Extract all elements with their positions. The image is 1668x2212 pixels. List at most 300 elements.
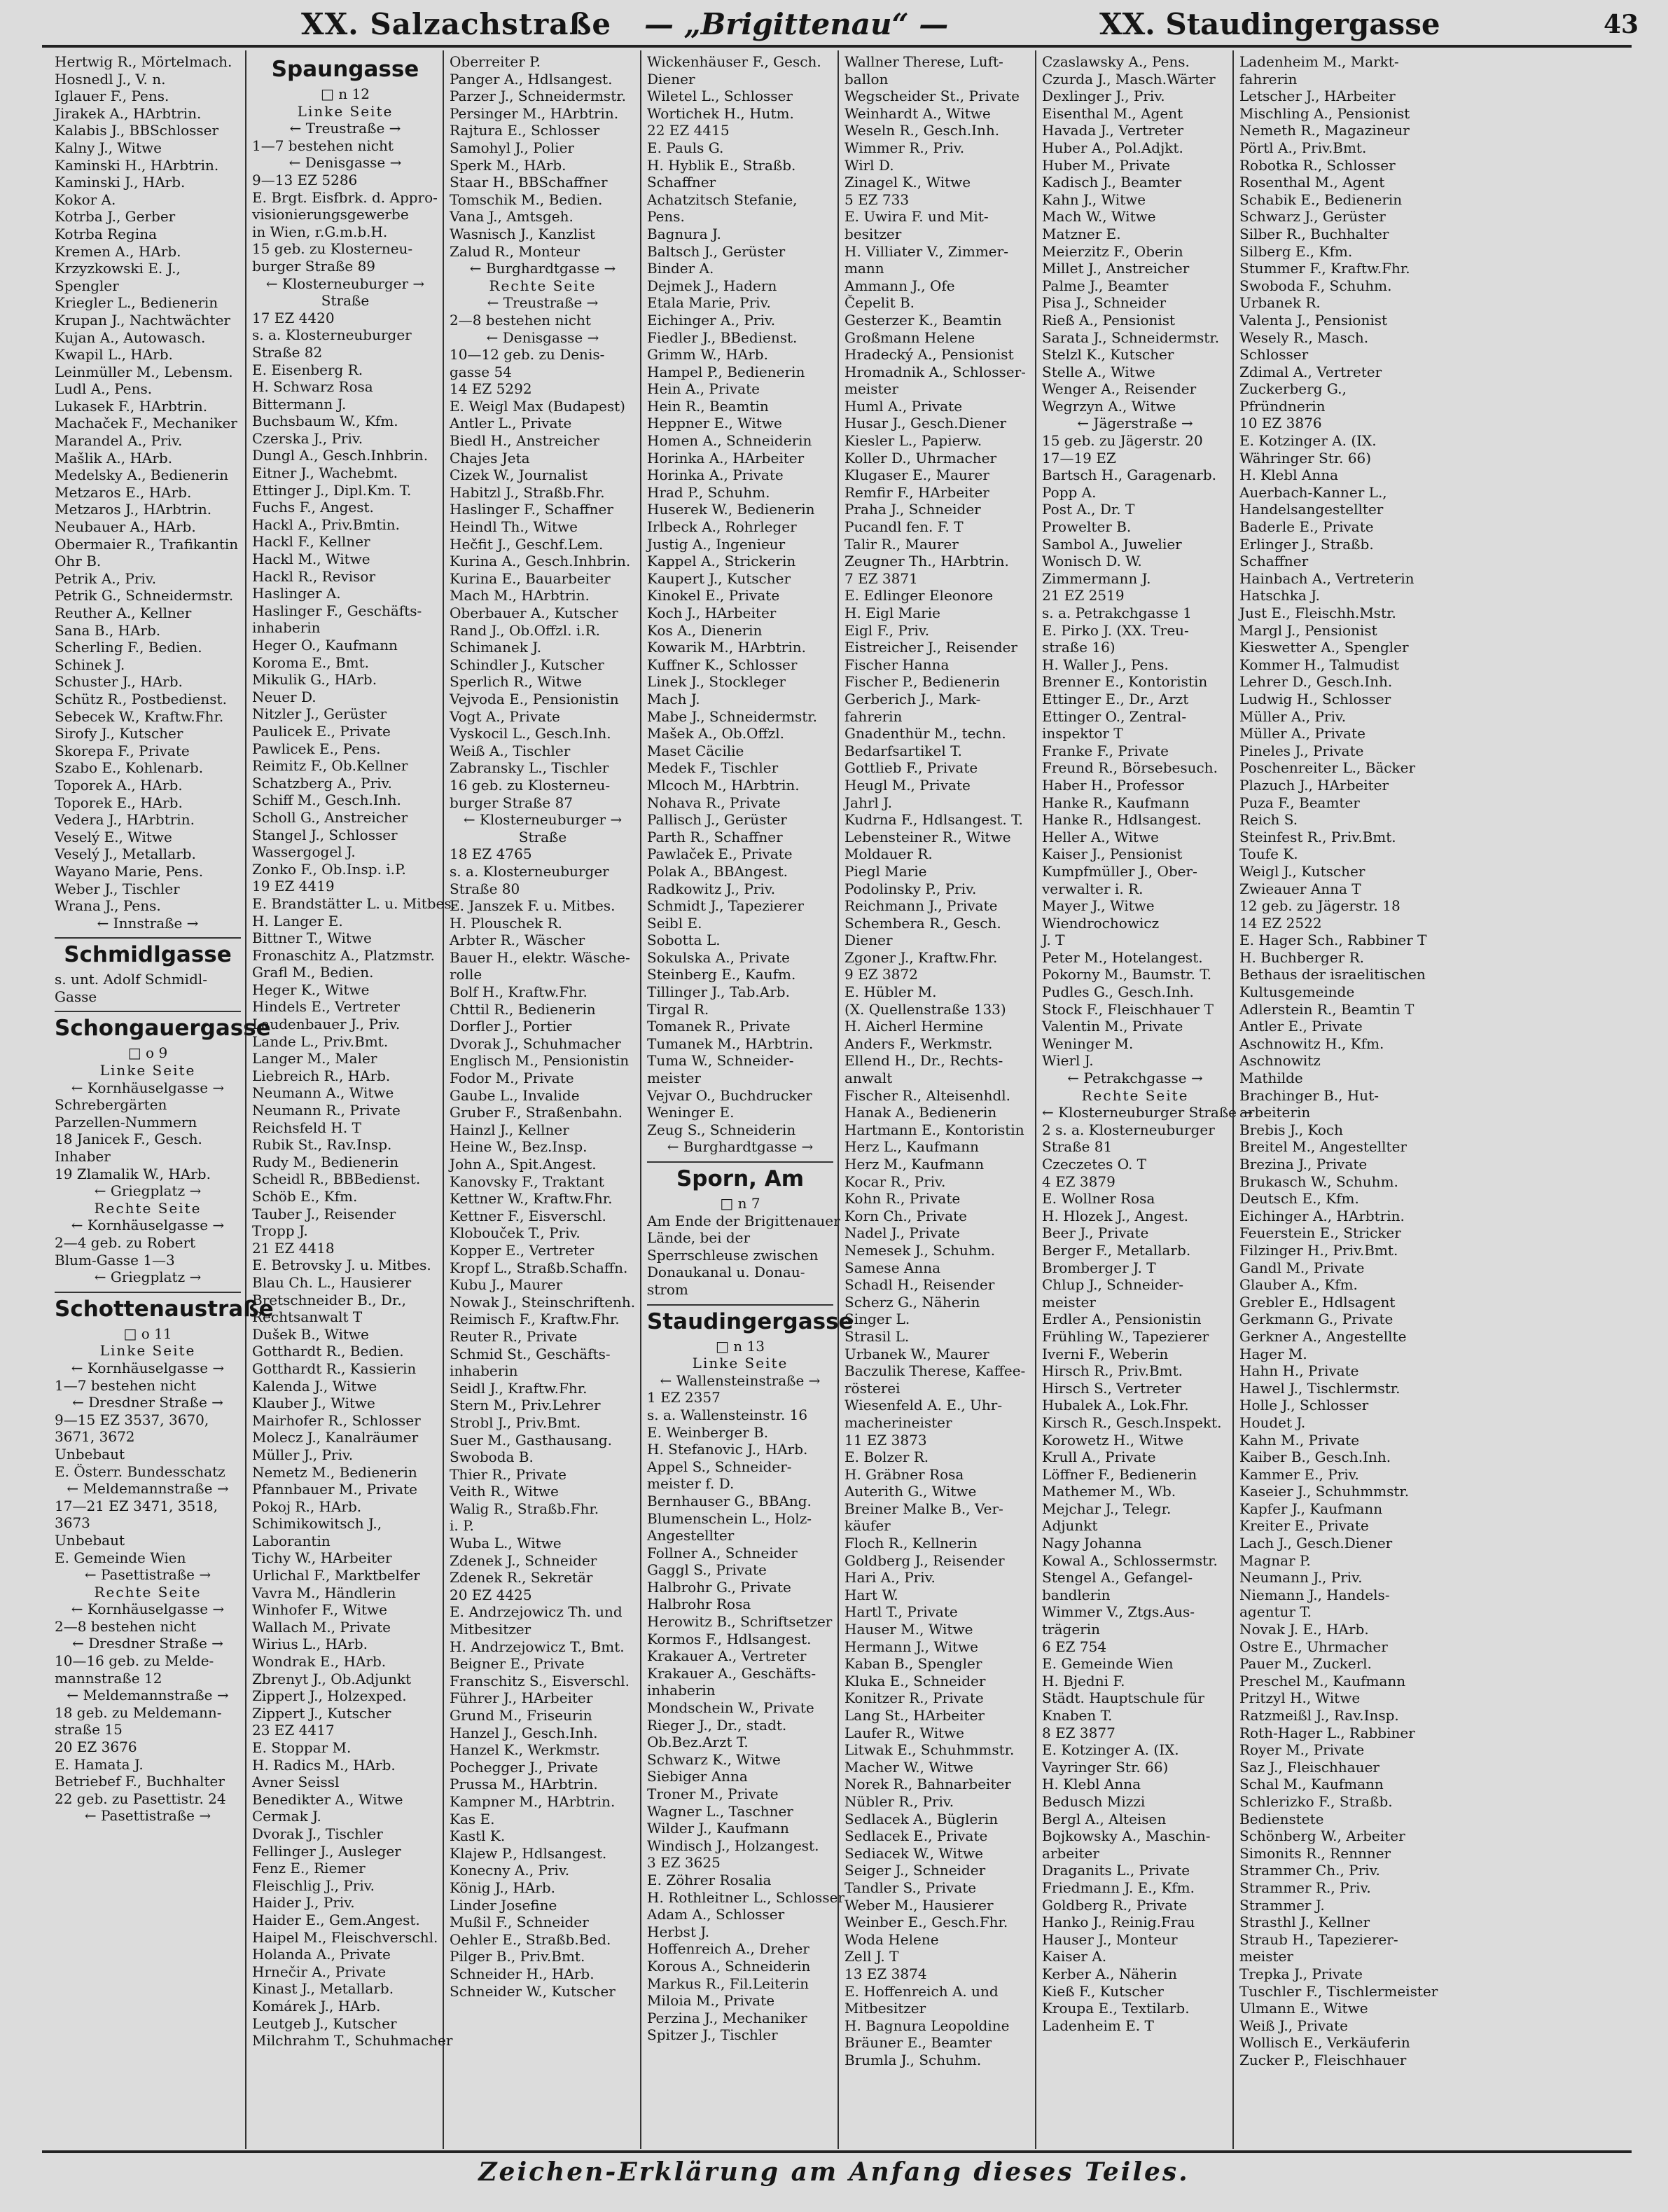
directory-entry: Schal M., Kaufmann (1239, 1776, 1384, 1793)
directory-entry: Mach W., Witwe (1042, 208, 1156, 226)
directory-entry: Avner Seissl (252, 1774, 340, 1791)
directory-entry: E. Andrzejowicz Th. und (450, 1603, 623, 1621)
directory-entry: Polak A., BBAngest. (647, 862, 788, 880)
directory-entry: Eisenthal M., Agent (1042, 104, 1183, 122)
directory-entry: Neubauer A., HArb. (55, 518, 196, 536)
directory-entry: Pritzyl H., Witwe (1239, 1689, 1361, 1707)
directory-entry: Steinfest R., Priv.Bmt. (1239, 828, 1396, 845)
directory-entry: Antler E., Private (1239, 1018, 1363, 1035)
directory-entry: Post A., Dr. T (1042, 501, 1135, 518)
directory-entry: Scherz G., Näherin (845, 1293, 980, 1311)
cross-street-marker: ← Petrakchgasse → (1067, 1070, 1203, 1087)
directory-entry: Laudenbauer J., Priv. (252, 1016, 401, 1033)
directory-entry: Walig R., Straßb.Fhr. (450, 1500, 599, 1517)
directory-entry: Zdenek R., Sekretär (450, 1569, 593, 1587)
directory-entry: Aschnowitz (1239, 1052, 1321, 1070)
directory-entry: burger Straße 87 (450, 794, 574, 811)
directory-entry: Kluka E., Schneider (845, 1672, 986, 1689)
directory-entry: 9 EZ 3872 (845, 966, 918, 983)
directory-entry: Molecz J., Kanalräumer (252, 1429, 419, 1446)
cross-street-marker: Straße (518, 828, 567, 845)
directory-entry: Wesely R., Masch. (1239, 329, 1369, 346)
directory-entry: Urlichal F., Marktbelfer (252, 1567, 420, 1584)
directory-entry: Schlosser (1239, 346, 1309, 364)
directory-entry: Kas E. (450, 1810, 495, 1827)
directory-entry: Pauer M., Zuckerl. (1239, 1655, 1372, 1673)
directory-entry: Zgoner J., Kraftw.Fhr. (845, 948, 998, 966)
directory-entry: Erlinger J., Straßb. (1239, 535, 1374, 553)
directory-entry: Vejvar O., Buchdrucker (647, 1086, 812, 1104)
directory-entry: Bauer H., elektr. Wäsche- (450, 948, 630, 966)
directory-entry: Schaffner (1239, 553, 1309, 570)
directory-entry: 2 s. a. Klosterneuburger (1042, 1121, 1215, 1138)
directory-entry: Wayano Marie, Pens. (55, 862, 204, 880)
directory-entry: Miloia M., Private (647, 1992, 775, 2010)
directory-entry: Swoboda B. (450, 1449, 534, 1466)
directory-entry: Filzinger H., Priv.Bmt. (1239, 1241, 1398, 1259)
directory-entry: Persinger M., HArbtrin. (450, 104, 619, 122)
directory-entry: Irlbeck A., Rohrleger (647, 518, 797, 536)
directory-entry: Weninger E. (647, 1104, 735, 1121)
cross-street-marker: Rechte Seite (489, 277, 597, 294)
directory-entry: Czerska J., Priv. (252, 429, 363, 447)
directory-entry: Linek J., Stockleger (647, 673, 786, 691)
directory-entry: Zonko F., Ob.Insp. i.P. (252, 860, 406, 878)
directory-entry: Sambol A., Juwelier (1042, 535, 1182, 553)
directory-entry: Winhofer F., Witwe (252, 1601, 387, 1619)
directory-entry: Kaminski J., HArb. (55, 174, 186, 191)
directory-entry: Glauber A., Kfm. (1239, 1276, 1358, 1294)
street-heading: Schottenaustraße (55, 1292, 241, 1325)
directory-entry: Kaiber B., Gesch.Inh. (1239, 1449, 1391, 1466)
directory-entry: 13 EZ 3874 (845, 1965, 927, 1982)
directory-entry: Nemeth R., Magazineur (1239, 122, 1410, 139)
directory-entry: Gruber F., Straßenbahn. (450, 1104, 623, 1121)
directory-entry: verwalter i. R. (1042, 880, 1144, 897)
directory-entry: Schimanek J. (450, 639, 542, 656)
directory-entry: inhaberin (647, 1682, 716, 1699)
directory-entry: Mondschein W., Private (647, 1699, 814, 1717)
directory-entry: Metzaros J., HArbtrin. (55, 501, 212, 518)
directory-entry: Brenner E., Kontoristin (1042, 673, 1208, 691)
directory-entry: Strammer Ch., Priv. (1239, 1862, 1380, 1879)
directory-entry: Franschitz S., Eisverschl. (450, 1672, 630, 1689)
directory-entry: Puza F., Beamter (1239, 794, 1360, 811)
directory-entry: Hrad P., Schuhm. (647, 483, 770, 501)
directory-entry: Wuba L., Witwe (450, 1535, 562, 1552)
directory-entry: 15 geb. zu Jägerstr. 20 (1042, 432, 1203, 450)
directory-entry: Dušek B., Witwe (252, 1325, 369, 1343)
directory-entry: Kaban B., Spengler (845, 1655, 982, 1673)
directory-entry: Pokoj R., HArb. (252, 1498, 362, 1515)
directory-entry: Hackl M., Witwe (252, 551, 370, 568)
directory-entry: Stangel J., Schlosser (252, 826, 398, 843)
directory-entry: Litwak E., Schuhmmstr. (845, 1741, 1015, 1759)
directory-entry: Sobotta L. (647, 932, 721, 949)
directory-entry: Neumann A., Witwe (252, 1084, 394, 1102)
directory-entry: E. Hager Sch., Rabbiner T (1239, 932, 1427, 949)
directory-entry: Hrnečir A., Private (252, 1963, 387, 1980)
directory-entry: H. Langer E. (252, 912, 343, 929)
directory-entry: Kohn R., Private (845, 1190, 961, 1208)
directory-entry: Poschenreiter L., Bäcker (1239, 759, 1416, 777)
directory-entry: Kurina A., Gesch.Inhbrin. (450, 553, 631, 570)
cross-street-marker: Rechte Seite (94, 1199, 202, 1217)
directory-entry: Hainzl J., Kellner (450, 1121, 569, 1138)
directory-entry: Dorfler J., Portier (450, 1018, 572, 1035)
directory-entry: Sirofy J., Kutscher (55, 725, 183, 742)
directory-entry: Hirsch S., Vertreter (1042, 1379, 1182, 1397)
directory-entry: Baltsch J., Gerüster (647, 242, 786, 260)
directory-entry: E. Wollner Rosa (1042, 1190, 1155, 1208)
directory-entry: Hampel P., Bedienerin (647, 363, 805, 380)
directory-entry: Schmidt J., Tapezierer (647, 897, 804, 915)
directory-entry: Floch R., Kellnerin (845, 1535, 978, 1552)
directory-entry: Straße 81 (1042, 1138, 1113, 1156)
directory-entry: inhaberin (450, 1362, 518, 1380)
directory-entry: Mischling A., Pensionist (1239, 104, 1410, 122)
directory-entry: Tomanek R., Private (647, 1018, 791, 1035)
directory-entry: Hartmann E., Kontoristin (845, 1121, 1024, 1138)
directory-entry: Petrik A., Priv. (55, 569, 157, 587)
directory-entry: E. Weigl Max (Budapest) (450, 397, 625, 415)
directory-entry: Hauser J., Monteur (1042, 1930, 1178, 1948)
directory-entry: Pfannbauer M., Private (252, 1481, 417, 1498)
directory-entry: Achatzitsch Stefanie, (647, 191, 798, 208)
directory-entry: Iverni F., Weberin (1042, 1345, 1169, 1362)
directory-entry: Sperlich R., Witwe (450, 673, 582, 691)
directory-entry: Lande L., Priv.Bmt. (252, 1032, 389, 1050)
directory-entry: Blumenschein L., Holz- (647, 1509, 812, 1527)
directory-entry: Woda Helene (845, 1930, 939, 1948)
directory-entry: Fischer R., Alteisenhdl. (845, 1086, 1011, 1104)
directory-entry: Čepelit B. (845, 294, 915, 312)
directory-entry: Ratzmeißl J., Rav.Insp. (1239, 1707, 1399, 1724)
directory-entry: Gandl M., Private (1239, 1259, 1365, 1276)
directory-entry: Oberreiter P. (450, 53, 541, 70)
cross-street-marker: □ n 13 (716, 1337, 765, 1355)
directory-entry: H. Bagnura Leopoldine (845, 2017, 1010, 2034)
directory-entry: Zippert J., Kutscher (252, 1704, 391, 1722)
cross-street-marker: ← Burghardtgasse → (667, 1138, 814, 1156)
directory-entry: Talir R., Maurer (845, 535, 959, 553)
directory-entry: Kos A., Dienerin (647, 621, 763, 639)
cross-street-marker: ← Pasettistraße → (84, 1566, 211, 1584)
directory-entry: Zabransky L., Tischler (450, 759, 609, 777)
directory-entry: Mašlik A., HArb. (55, 449, 173, 466)
directory-entry: Haider E., Gem.Angest. (252, 1911, 420, 1928)
directory-entry: meister (1042, 1293, 1096, 1311)
directory-entry: Grebler E., Hdlsagent (1239, 1293, 1396, 1311)
cross-street-marker: □ o 9 (127, 1044, 168, 1062)
directory-entry: Strasthl J., Kellner (1239, 1914, 1370, 1931)
directory-entry: Oehler E., Straßb.Bed. (450, 1930, 611, 1948)
directory-entry: Ettinger O., Zentral- (1042, 707, 1187, 725)
directory-entry: meister f. D. (647, 1475, 735, 1493)
directory-entry: Haslinger A. (252, 585, 341, 602)
directory-entry: 10—16 geb. zu Melde- (55, 1652, 214, 1670)
directory-entry: Zwieauer Anna T (1239, 880, 1361, 897)
directory-entry: Bernhauser G., BBAng. (647, 1492, 812, 1509)
directory-entry: Brukasch W., Schuhm. (1239, 1173, 1398, 1190)
directory-entry: Skorepa F., Private (55, 742, 190, 759)
directory-entry: 3673 (55, 1514, 90, 1532)
directory-entry: König J., HArb. (450, 1879, 556, 1896)
directory-entry: 1—7 bestehen nicht (252, 137, 394, 154)
directory-entry: Rajtura E., Schlosser (450, 122, 600, 139)
directory-entry: Hawel J., Tischlermstr. (1239, 1379, 1401, 1397)
cross-street-marker: Rechte Seite (94, 1583, 202, 1601)
directory-entry: Millet J., Anstreicher (1042, 260, 1190, 277)
directory-entry: Eistreicher J., Reisender (845, 639, 1017, 656)
directory-entry: Brebis J., Koch (1239, 1121, 1343, 1138)
directory-entry: Franke F., Private (1042, 742, 1169, 759)
directory-entry: Kommer H., Talmudist (1239, 656, 1400, 673)
directory-entry: Lach J., Gesch.Diener (1239, 1535, 1393, 1552)
directory-entry: Unbebaut (55, 1445, 125, 1463)
header-right-street: XX. Staudingergasse (1099, 7, 1440, 41)
directory-entry: Ludwig H., Schlosser (1239, 690, 1391, 707)
cross-street-marker: ← Treustraße → (289, 120, 401, 137)
directory-entry: Bolf H., Kraftw.Fhr. (450, 983, 588, 1001)
directory-entry: Kujan A., Autowasch. (55, 329, 206, 346)
cross-street-marker: ← Jägerstraße → (1077, 415, 1193, 432)
directory-entry: Haider J., Priv. (252, 1894, 355, 1912)
directory-entry: Toporek E., HArb. (55, 794, 183, 811)
directory-entry: Veith R., Witwe (450, 1483, 559, 1500)
directory-entry: Hackl F., Kellner (252, 533, 370, 551)
directory-entry: Tandler S., Private (845, 1879, 977, 1896)
directory-entry: H. Aicherl Hermine (845, 1018, 984, 1035)
directory-entry: Pucandl fen. F. T (845, 518, 964, 536)
directory-entry: Hermann J., Witwe (845, 1638, 978, 1655)
directory-entry: Zdenek J., Schneider (450, 1551, 597, 1569)
directory-entry: Brezina J., Private (1239, 1156, 1368, 1173)
directory-entry: Kerber A., Näherin (1042, 1965, 1177, 1982)
directory-entry: Reuter R., Private (450, 1327, 578, 1345)
directory-entry: Wierl J. (1042, 1052, 1094, 1070)
directory-entry: Linder Josefine (450, 1896, 557, 1914)
directory-entry: Pisa J., Schneider (1042, 294, 1167, 312)
directory-entry: Dejmek J., Hadern (647, 277, 777, 294)
directory-entry: Machaček F., Mechaniker (55, 415, 237, 432)
directory-entry: Palme J., Beamter (1042, 277, 1169, 294)
directory-entry: Appel S., Schneider- (647, 1458, 792, 1475)
directory-entry: Tuma W., Schneider- (647, 1052, 794, 1070)
directory-entry: Binder A. (647, 260, 714, 277)
directory-entry: Rubik St., Rav.Insp. (252, 1136, 392, 1154)
directory-entry: Konecny A., Priv. (450, 1862, 570, 1879)
directory-entry: macherineister (845, 1413, 952, 1431)
directory-entry: Straub H., Tapezierer- (1239, 1930, 1398, 1948)
cross-street-marker: ← Wallensteinstraße → (660, 1371, 821, 1389)
directory-entry: Huserek W., Bedienerin (647, 501, 815, 518)
directory-entry: Lebensteiner R., Witwe (845, 828, 1011, 845)
directory-entry: Czaslawsky A., Pens. (1042, 53, 1190, 70)
directory-entry: meister (845, 380, 898, 398)
directory-entry: Prowelter B. (1042, 518, 1132, 536)
directory-entry: Letscher J., HArbeiter (1239, 88, 1396, 105)
directory-entry: Zeugner Th., HArbtrin. (845, 553, 1009, 570)
directory-entry: Rieger J., Dr., stadt. (647, 1716, 787, 1734)
directory-entry: Arbter R., Wäscher (450, 932, 585, 949)
directory-entry: Beigner E., Private (450, 1655, 585, 1673)
directory-entry: Tuschler F., Tischlermeister (1239, 1982, 1438, 2000)
directory-entry: Tichy W., HArbeiter (252, 1549, 392, 1567)
directory-entry: 10 EZ 3876 (1239, 415, 1322, 432)
directory-entry: 2—4 geb. zu Robert (55, 1234, 196, 1251)
directory-entry: Mabe J., Schneidermstr. (647, 707, 818, 725)
directory-entry: Straße 82 (252, 343, 323, 361)
directory-entry: Silber R., Buchhalter (1239, 225, 1389, 242)
directory-entry: Ladenheim E. T (1042, 2017, 1154, 2034)
directory-entry: Nowak J., Steinschriftenh. (450, 1293, 636, 1311)
directory-entry: Matzner E. (1042, 225, 1121, 242)
directory-entry: Adam A., Schlosser (647, 1906, 785, 1923)
directory-entry: E. Zöhrer Rosalia (647, 1871, 772, 1888)
directory-entry: Kettner F., Eisverschl. (450, 1207, 606, 1224)
directory-entry: Hanke R., Hdlsangest. (1042, 811, 1202, 829)
directory-entry: Ettinger E., Dr., Arzt (1042, 690, 1189, 707)
directory-entry: Kammer E., Priv. (1239, 1465, 1359, 1483)
directory-entry: Czurda J., Masch.Wärter (1042, 70, 1216, 88)
directory-entry: Kalenda J., Witwe (252, 1377, 377, 1395)
directory-columns (49, 50, 1632, 2149)
directory-entry: Bedienstete (1239, 1810, 1324, 1827)
directory-entry: Tirgal R. (647, 1000, 709, 1018)
directory-entry: Fronaschitz A., Platzmstr. (252, 946, 435, 964)
directory-entry: Thier R., Private (450, 1465, 567, 1483)
directory-entry: Korous A., Schneiderin (647, 1957, 811, 1975)
directory-entry: 2—8 bestehen nicht (55, 1617, 196, 1635)
directory-entry: Zippert J., Holzexped. (252, 1687, 407, 1705)
directory-entry: Robotka R., Schlosser (1239, 156, 1396, 174)
directory-entry: Magnar P. (1239, 1551, 1311, 1569)
directory-entry: Hauser M., Witwe (845, 1621, 973, 1638)
directory-entry: Sana B., HArb. (55, 621, 161, 639)
directory-entry: Hari A., Priv. (845, 1569, 936, 1587)
directory-entry: Gotthardt R., Bedien. (252, 1343, 404, 1360)
directory-entry: Mathemer M., Wb. (1042, 1483, 1176, 1500)
directory-entry: s. a. Wallensteinstr. 16 (647, 1406, 808, 1423)
directory-entry: Mußil F., Schneider (450, 1914, 589, 1931)
street-heading: Schmidlgasse (55, 937, 241, 971)
directory-entry: gasse 54 (450, 363, 512, 380)
directory-entry: Schütz R., Postbedienst. (55, 690, 227, 707)
directory-entry: Grimm W., HArb. (647, 346, 768, 364)
directory-entry: Bartsch H., Garagenarb. (1042, 466, 1216, 484)
directory-entry: Zimmermann J. (1042, 569, 1151, 587)
directory-entry: Vyskocil L., Gesch.Inh. (450, 725, 611, 742)
page-number: 43 (1604, 10, 1639, 39)
directory-entry: E. Österr. Bundesschatz (55, 1463, 225, 1480)
directory-entry: Pineles J., Private (1239, 742, 1364, 759)
directory-entry: Halbrohr Rosa (647, 1596, 751, 1613)
directory-entry: arbeiter (1042, 1844, 1099, 1862)
directory-entry: Herbst J. (647, 1923, 710, 1940)
directory-entry: Lände, bei der (647, 1229, 751, 1247)
directory-entry: 8 EZ 3877 (1042, 1724, 1116, 1741)
directory-entry: Samohyl J., Polier (450, 139, 574, 156)
directory-entry: Ohr B. (55, 553, 102, 570)
directory-entry: Kokor A. (55, 191, 116, 208)
directory-entry: Seibl E. (647, 914, 702, 932)
column-1 (49, 50, 274, 2149)
directory-entry: Stelle A., Witwe (1042, 363, 1155, 380)
directory-entry: Klugaser E., Maurer (845, 466, 989, 484)
directory-entry: Benedikter A., Witwe (252, 1790, 403, 1808)
directory-entry: Laborantin (252, 1532, 331, 1549)
directory-entry: Seiger J., Schneider (845, 1862, 986, 1879)
directory-entry: Fischer Hanna (845, 656, 950, 673)
directory-entry: Kaminski H., HArbtrin. (55, 156, 219, 174)
directory-entry: 20 EZ 4425 (450, 1586, 532, 1603)
directory-entry: Mayer J., Witwe (1042, 897, 1155, 915)
directory-entry: Stelzl K., Kutscher (1042, 346, 1174, 364)
directory-entry: Kreiter E., Private (1239, 1517, 1369, 1535)
directory-entry: Ammann J., Ofe (845, 277, 955, 294)
directory-entry: 1—7 bestehen nicht (55, 1376, 196, 1394)
directory-entry: Auterith G., Witwe (845, 1483, 977, 1500)
directory-entry: Heppner E., Witwe (647, 415, 782, 432)
directory-entry: Weiß A., Tischler (450, 742, 571, 759)
directory-entry: anwalt (845, 1070, 893, 1087)
directory-entry: Sebecek W., Kraftw.Fhr. (55, 707, 224, 725)
directory-entry: 21 EZ 2519 (1042, 587, 1125, 604)
directory-entry: Hanak A., Bedienerin (845, 1104, 997, 1121)
directory-entry: Blum-Gasse 1—3 (55, 1251, 175, 1269)
directory-entry: Fuchs F., Angest. (252, 499, 374, 516)
directory-entry: Hatschka J. (1239, 587, 1320, 604)
directory-entry: Samese Anna (845, 1259, 941, 1276)
directory-entry: Kopper E., Vertreter (450, 1241, 595, 1259)
directory-entry: Frühling W., Tapezierer (1042, 1327, 1209, 1345)
directory-entry: Kapfer J., Kaufmann (1239, 1500, 1383, 1517)
directory-entry: Sperk M., HArb. (450, 156, 567, 174)
directory-entry: Nadel J., Private (845, 1224, 960, 1242)
directory-entry: Sperrschleuse zwischen (647, 1246, 819, 1264)
directory-entry: Dungl A., Gesch.Inhbrin. (252, 447, 429, 464)
directory-entry: Zuckerberg G., (1239, 380, 1347, 398)
directory-entry: H. Rothleitner L., Schlosser (647, 1888, 845, 1906)
directory-entry: Swoboda F., Schuhm. (1239, 277, 1392, 294)
directory-entry: Müller A., Priv. (1239, 707, 1347, 725)
directory-entry: Reich S. (1239, 811, 1298, 829)
directory-entry: Kappel A., Strickerin (647, 553, 796, 570)
directory-entry: Valenta J., Pensionist (1239, 311, 1388, 329)
directory-entry: rolle (450, 966, 482, 983)
directory-entry: Handelsangestellter (1239, 501, 1384, 518)
directory-entry: Schadl H., Reisender (845, 1276, 995, 1294)
directory-entry: Bedarfsartikel T. (845, 742, 962, 759)
directory-entry: Mlcoch M., HArbtrin. (647, 776, 800, 794)
cross-street-marker: ← Griegplatz → (94, 1182, 202, 1200)
directory-entry: Macher W., Witwe (845, 1758, 973, 1776)
directory-entry: Wiesenfeld A. E., Uhr- (845, 1397, 1003, 1414)
directory-entry: Konitzer R., Private (845, 1689, 984, 1707)
directory-entry: Remfir F., HArbeiter (845, 483, 989, 501)
directory-entry: H. Plouschek R. (450, 914, 563, 932)
directory-entry: 17—21 EZ 3471, 3518, (55, 1497, 218, 1514)
directory-entry: Friedmann J. E., Kfm. (1042, 1879, 1195, 1896)
directory-entry: 16 geb. zu Klosterneu- (450, 776, 611, 794)
column-2 (246, 50, 456, 2149)
street-heading: Staudingergasse (647, 1304, 833, 1338)
directory-entry: Horinka A., HArbeiter (647, 449, 805, 466)
directory-entry: Brachinger B., Hut- (1239, 1086, 1379, 1104)
directory-entry: Herz M., Kaufmann (845, 1156, 985, 1173)
directory-entry: Baderle E., Private (1239, 518, 1374, 536)
